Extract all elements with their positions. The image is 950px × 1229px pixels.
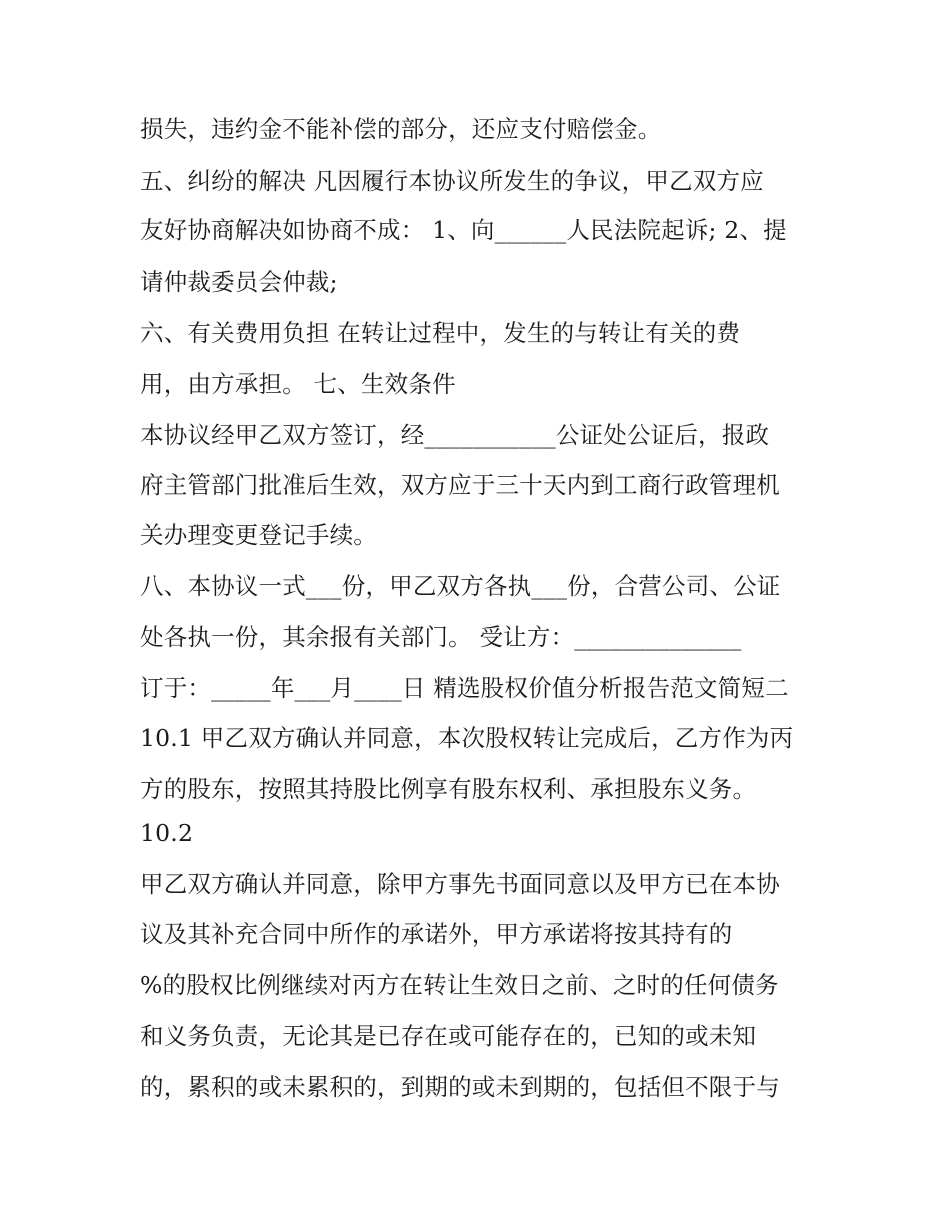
text-line: 五、纠纷的解决 凡因履行本协议所发生的争议，甲乙双方应	[140, 167, 764, 195]
text-line: 10.1 甲乙双方确认并同意，本次股权转让完成后，乙方作为丙	[140, 724, 794, 752]
text-line: 甲乙双方确认并同意，除甲方事先书面同意以及甲方已在本协	[140, 870, 780, 898]
text-line: 六、有关费用负担 在转让过程中，发生的与转让有关的费	[140, 319, 741, 347]
text-line: 关办理变更登记手续。	[140, 521, 377, 549]
text-line: 的，累积的或未累积的，到期的或未到期的，包括但不限于与	[140, 1073, 780, 1101]
text-line: 和义务负责，无论其是已存在或可能存在的，已知的或未知	[140, 1022, 757, 1050]
text-line: 府主管部门批准后生效，双方应于三十天内到工商行政管理机	[140, 471, 780, 499]
text-line: 议及其补充合同中所作的承诺外，甲方承诺将按其持有的	[140, 920, 733, 948]
text-line: 处各执一份，其余报有关部门。 受让方：______________	[140, 623, 742, 651]
text-line: 用，由方承担。 七、生效条件	[140, 370, 456, 398]
text-line: %的股权比例继续对丙方在转让生效日之前、之时的任何债务	[140, 971, 779, 999]
text-line: 损失，违约金不能补偿的部分，还应支付赔偿金。	[140, 115, 662, 143]
text-line: 订于：_____年___月____日 精选股权价值分析报告范文简短二	[140, 674, 789, 702]
text-line: 10.2	[140, 819, 194, 847]
text-line: 友好协商解决如协商不成： 1、向______人民法院起诉; 2、提	[140, 216, 787, 244]
text-line: 本协议经甲乙双方签订，经___________公证处公证后，报政	[140, 421, 770, 449]
text-line: 请仲裁委员会仲裁;	[140, 268, 338, 296]
text-line: 八、本协议一式___份，甲乙双方各执___份，合营公司、公证	[140, 572, 781, 600]
text-line: 方的股东，按照其持股比例享有股东权利、承担股东义务。	[140, 775, 757, 803]
